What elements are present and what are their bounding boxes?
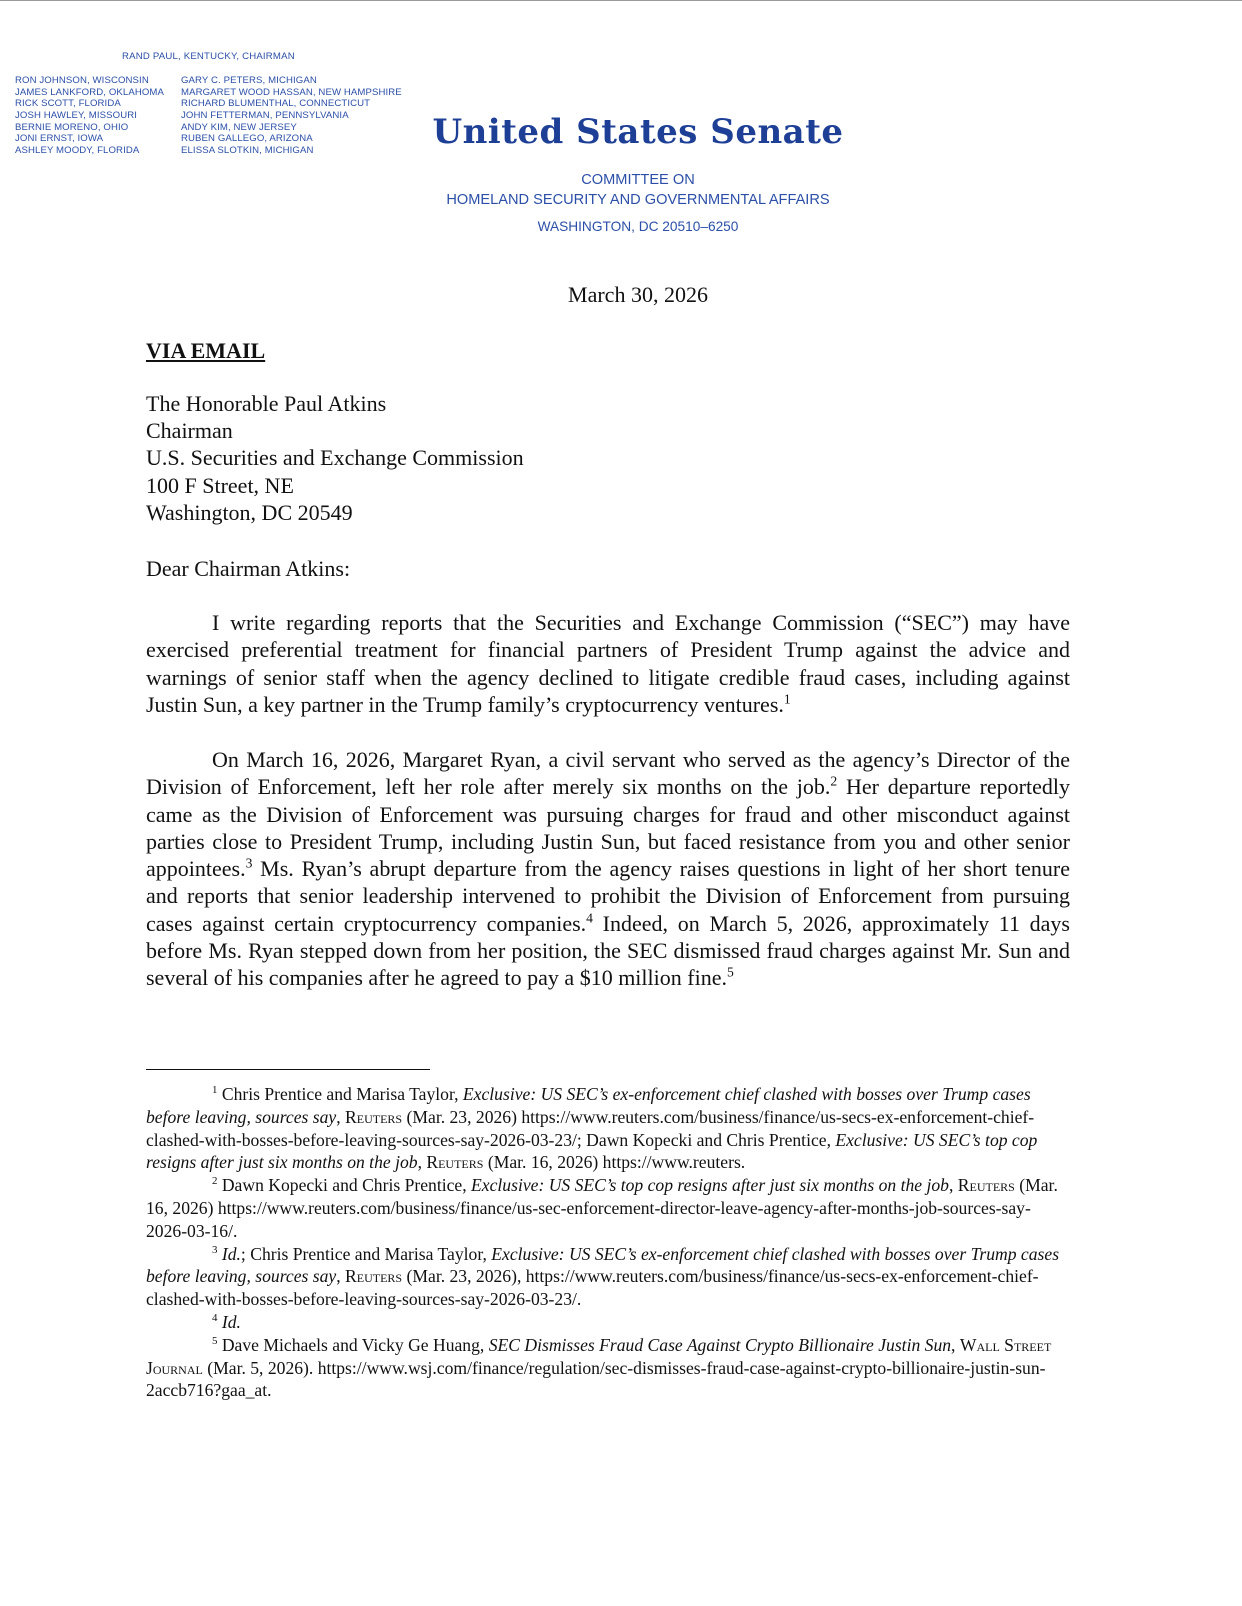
footnote-4: $^4$ Id. — [212, 1311, 241, 1332]
member-name: JONI ERNST, IOWA — [15, 133, 104, 145]
letter-date: March 30, 2026 — [568, 282, 708, 307]
salutation: Dear Chairman Atkins: — [146, 556, 351, 581]
footnote-reference: 3 — [245, 855, 253, 871]
member-name: ASHLEY MOODY, FLORIDA — [15, 145, 140, 157]
committee-line: HOMELAND SECURITY AND GOVERNMENTAL AFFAIRS — [446, 191, 830, 208]
recipient-organization: U.S. Securities and Exchange Commission — [146, 445, 524, 471]
footnote-divider — [146, 1069, 430, 1070]
member-name: GARY C. PETERS, MICHIGAN — [181, 75, 317, 86]
footnote-2: $^2$ Dawn Kopecki and Chris Prentice, Exclusive: US SEC’s top cop resigns after just six months on the job, Reuters (Mar. 16, 2026) https://www.reuters.com/business/finance/us-sec-enforcement-director-leave-agency-after-months-job-sources-say-2026-03-16/. — [146, 1175, 1058, 1241]
top-border — [0, 0, 1242, 1]
member-name: JOHN FETTERMAN, PENNSYLVANIA — [181, 110, 349, 122]
body-paragraph-1: I write regarding reports that the Securities and Exchange Commission (“SEC”) may have exercised preferential treatment for financial partners of President Trump against the advice and warnings of senior staff when the agency declined to litigate credible fraud cases, including against Justin Sun, a key partner in the Trump family’s cryptocurrency ventures.$^1$ — [146, 610, 1070, 717]
member-name: MARGARET WOOD HASSAN, NEW HAMPSHIRE — [181, 86, 402, 98]
recipient-name: The Honorable Paul Atkins — [146, 391, 387, 416]
minority-members-list — [181, 75, 402, 157]
delivery-method: VIA EMAIL — [146, 338, 266, 363]
footnote-reference: 1 — [783, 691, 791, 707]
member-name: RUBEN GALLEGO, ARIZONA — [181, 133, 313, 145]
senate-title: United States Senate — [432, 112, 844, 152]
footnote-1: $^1$ Chris Prentice and Marisa Taylor, Exclusive: US SEC’s ex-enforcement chief clashed with bosses over Trump cases before leaving, sources say, Reuters (Mar. 23, 2026) https://www.reuters.com/business/finance/us-secs-ex-enforcement-chief-clashed-with-bosses-before-leaving-sources-say-2026-03-23/; Dawn Kopecki and Chris Prentice, Exclusive: US SEC’s top cop resigns after just six months on the job, Reuters (Mar. 16, 2026) https://www.reuters. — [146, 1084, 1038, 1173]
member-name: ELISSA SLOTKIN, MICHIGAN — [181, 145, 314, 157]
member-name: RON JOHNSON, WISCONSIN — [15, 75, 149, 86]
member-name: BERNIE MORENO, OHIO — [15, 121, 129, 133]
footnotes — [146, 1083, 1070, 1402]
committee-address: WASHINGTON, DC 20510–6250 — [537, 219, 739, 234]
member-name: JOSH HAWLEY, MISSOURI — [15, 110, 138, 122]
recipient-street: 100 F Street, NE — [146, 472, 294, 498]
recipient-title: Chairman — [146, 418, 233, 444]
member-name: ANDY KIM, NEW JERSEY — [181, 121, 297, 133]
member-name: JAMES LANKFORD, OKLAHOMA — [15, 86, 164, 98]
footnote-reference: 4 — [586, 910, 593, 926]
committee-chairman: RAND PAUL, KENTUCKY, CHAIRMAN — [122, 51, 295, 62]
footnote-5: $^5$ Dave Michaels and Vicky Ge Huang, SEC Dismisses Fraud Case Against Crypto Billionaire Justin Sun, Wall Street Journal (Mar. 5, 2026). https://www.wsj.com/finance/regulation/sec-dismisses-fraud-case-against-crypto-billionaire-justin-sun-2accb716?gaa_at. — [146, 1334, 1052, 1401]
recipient-block — [146, 390, 524, 526]
recipient-city: Washington, DC 20549 — [146, 499, 353, 525]
majority-members-list — [15, 75, 164, 157]
footnote-reference: 5 — [726, 965, 734, 981]
committee-name — [410, 171, 866, 210]
body-paragraph-2: On March 16, 2026, Margaret Ryan, a civil servant who served as the agency’s Director of the Division of Enforcement, left her role after merely six months on the job.$^2$ Her departure reportedly came as the Division of Enforcement was pursuing charges for fraud and other misconduct against parties close to President Trump, including Justin Sun, but faced resistance from you and other senior appointees.$^3$ Ms. Ryan’s abrupt departure from the agency raises questions in light of her short tenure and reports that senior leadership intervened to prohibit the Division of Enforcement from pursuing cases against certain cryptocurrency companies.$^4$ Indeed, on March 5, 2026, approximately 11 days before Ms. Ryan stepped down from her position, the SEC dismissed fraud charges against Mr. Sun and several of his companies after he agreed to pay a $10 million fine.$^5$ — [146, 747, 1070, 991]
footnote-reference: 2 — [830, 773, 838, 789]
member-name: RICK SCOTT, FLORIDA — [15, 98, 121, 110]
committee-line: COMMITTEE ON — [581, 172, 695, 188]
member-name: RICHARD BLUMENTHAL, CONNECTICUT — [181, 98, 371, 110]
footnote-3: $^3$ Id.; Chris Prentice and Marisa Taylor, Exclusive: US SEC’s ex-enforcement chief clashed with bosses over Trump cases before leaving, sources say, Reuters (Mar. 23, 2026), https://www.reuters.com/business/finance/us-secs-ex-enforcement-chief-clashed-with-bosses-before-leaving-sources-say-2026-03-23/. — [146, 1243, 1060, 1310]
